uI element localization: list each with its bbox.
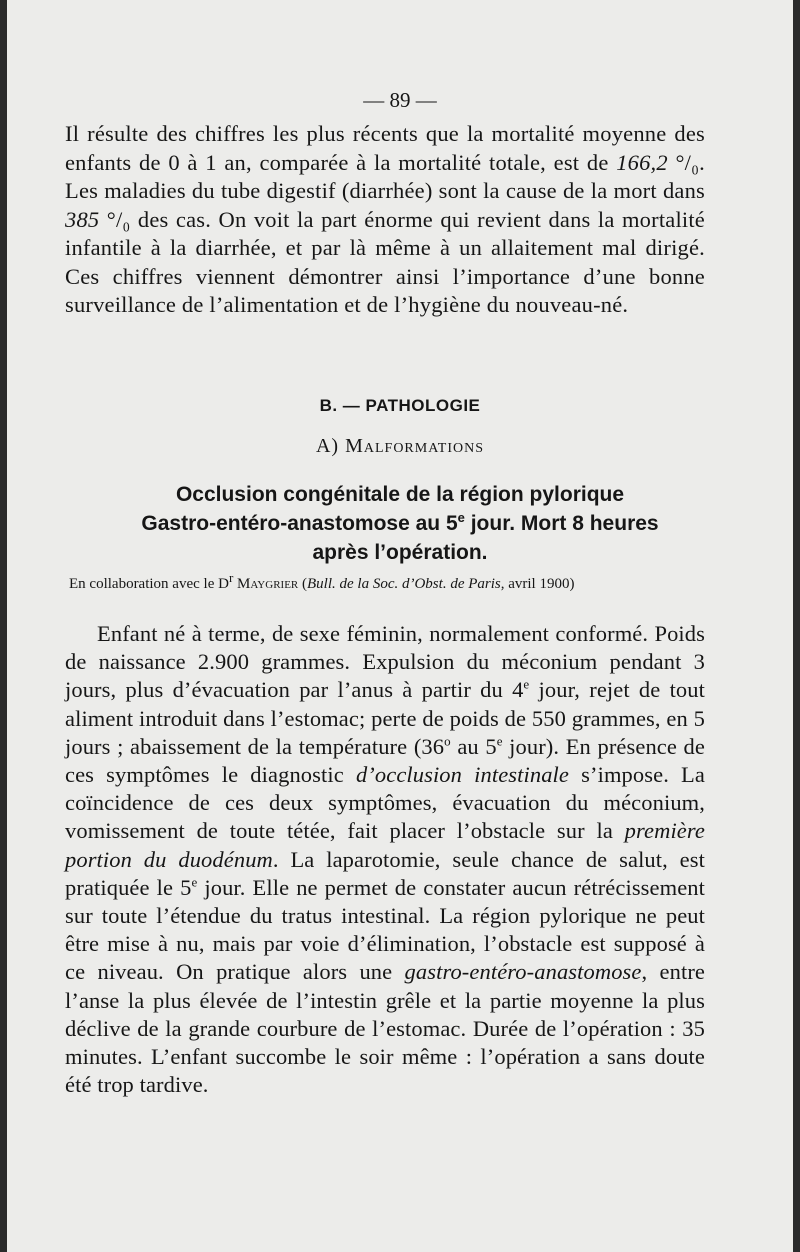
body-text-5: s’impose. La coïncidence de ces deux symptômes, évacuation du méconium, vomissement de toute tétée, fait placer l’obstacle sur la (65, 762, 705, 844)
intro-paragraph (65, 120, 705, 320)
percent-sign-1: °/₀ (667, 149, 700, 175)
body-text-8: , entre l’anse la plus élevée de l’intestin grêle et la partie moyenne la plus déclive de la grande courbure de l’estomac. Durée de l’opération : 35 minutes. L’enfant succombe le soir même : l’opération a sans doute été trop tardive. (65, 959, 705, 1098)
title-line-3: après l’opération. (312, 541, 488, 564)
body-text-6: . La laparotomie, seule chance de salut, est pratiquée le 5 (65, 846, 705, 900)
body-italic-2: première portion du duodénum (65, 818, 705, 872)
body-italic-1: d’occlusion intestinale (355, 762, 569, 788)
byline-superscript: r (228, 570, 234, 585)
intro-text-3: des cas. On voit la part énorme qui revient dans la mortalité infantile à la diarrhée, et par là même à un allaitement mal dirigé. Ces chiffres viennent démontrer ainsi l’importance d’une bonne surveillance de l’alimentation et de l’hygiène du nouveau-né. (65, 206, 705, 317)
title-line-2 (47, 509, 753, 538)
body-text-4: jour). En présence de ces symptômes le diagnostic (65, 733, 705, 788)
byline-date: , avril 1900) (500, 576, 575, 592)
mortality-rate-infant: 166,2 (616, 149, 668, 175)
scanned-page (7, 0, 793, 1252)
byline (69, 570, 709, 593)
body-text-1: Enfant né à terme, de sexe féminin, normalement conformé. Poids de naissance 2.900 grammes. Expulsion du méconium pendant 3 jours, plus d’évacuation par l’anus à partir du 4 (65, 621, 705, 703)
title-line-1: Occlusion congénitale de la région pylorique (175, 483, 625, 506)
title-line-2-start: Gastro-entéro-anastomose au 5 (141, 512, 458, 535)
byline-prefix: En collaboration avec le D (69, 576, 229, 592)
intro-text-2: . Les maladies du tube digestif (diarrhée) sont la cause de la mort dans (65, 149, 705, 203)
percent-sign-2: °/₀ (99, 206, 131, 232)
body-italic-3: gastro-entéro-anastomose (404, 959, 642, 985)
article-title (47, 480, 753, 567)
subsection-heading: A) Malformations (315, 435, 484, 457)
mortality-rate-digestive: 385 (65, 206, 100, 232)
byline-paren: ( (298, 576, 307, 592)
title-line-2-end: jour. Mort 8 heures (464, 512, 659, 535)
section-heading: B. — PATHOLOGIE (319, 396, 481, 415)
page-number: — 89 — (363, 88, 437, 112)
body-text-2: jour, rejet de tout aliment introduit dans l’estomac; perte de poids de 550 grammes, en 5 jours ; abaissement de la température (36 (65, 677, 705, 759)
body-text-3: au 5 (450, 733, 497, 759)
body-sup-2: o (444, 733, 451, 749)
title-superscript: e (457, 510, 465, 525)
body-sup-3: e (496, 733, 503, 749)
body-text-7: jour. Elle ne permet de constater aucun rétrécissement sur toute l’étendue du tratus intestinal. La région pylorique ne peut être mise à nu, mais par voie d’élimination, l’obstacle est supposé à ce niveau. On pratique alors une (65, 874, 706, 985)
body-sup-4: e (191, 874, 198, 890)
byline-journal: Bull. de la Soc. d’Obst. de Paris (307, 576, 501, 592)
byline-author: Maygrier (233, 576, 299, 592)
body-sup-1: e (523, 676, 530, 692)
intro-text-1: Il résulte des chiffres les plus récents que la mortalité moyenne des enfants de 0 à 1 an, comparée à la mortalité totale, est de (65, 121, 705, 175)
case-report-paragraph (65, 620, 705, 1099)
